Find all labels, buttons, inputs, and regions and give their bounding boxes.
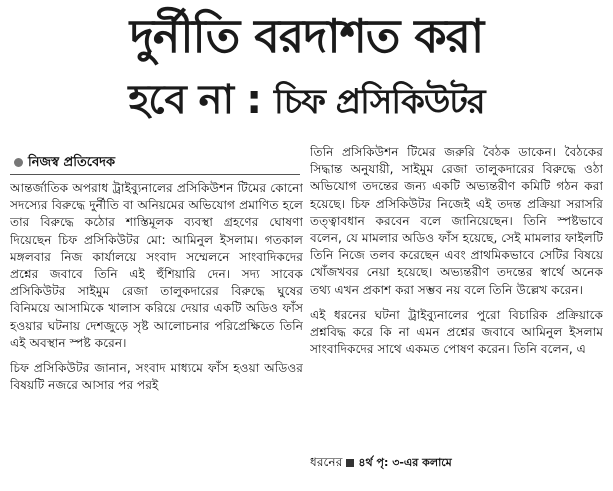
bullet-dot-icon <box>14 158 23 167</box>
continuation-line <box>310 454 603 471</box>
headline-line-2-sub: চিফ প্রসিকিউটর <box>274 82 485 122</box>
headline-line-2 <box>0 70 613 132</box>
headline-line-2-main: হবে না : <box>128 77 262 123</box>
article-column-2 <box>310 144 603 444</box>
headline-line-1: দুর্নীতি বরদাশত করা <box>129 9 484 63</box>
square-bullet-icon <box>346 459 354 467</box>
column-1-paragraph-1: আন্তর্জাতিক অপরাধ ট্রাইব্যুনালের প্রসিকিউশন টিমের কোনো সদস্যের বিরুদ্ধে দুর্নীতি বা অনিয়মের অভিযোগ প্রমাণিত হলে তার বিরুদ্ধে কঠোর শাস্তিমূলক ব্যবস্থা গ্রহণের ঘোষণা দিয়েছেন চিফ প্রসিকিউটর মো: আমিনুল ইসলাম। গতকাল মঙ্গলবার নিজ কার্যালয়ে সংবাদ সম্মেলনে সাংবাদিকদের প্রশ্নের জবাবে তিনি এই হুঁশিয়ারি দেন। সদ্য সাবেক প্রসিকিউটর সাইমুম রেজা তালুকদারের বিরুদ্ধে ঘুষের বিনিময়ে আসামিকে খালাস করিয়ে দেয়ার একটি অডিও ফাঁস হওয়ার ঘটনায় দেশজুড়ে সৃষ্ট আলোচনার পরিপ্রেক্ষিতে তিনি এই অবস্থান স্পষ্ট করেন। <box>10 181 303 350</box>
byline <box>14 154 294 172</box>
article-column-1 <box>10 180 303 485</box>
byline-text: নিজস্ব প্রতিবেদক <box>28 155 116 170</box>
column-2-paragraph-2: এই ধরনের ঘটনা ট্রাইব্যুনালের পুরো বিচারিক প্রক্রিয়াকে প্রশ্নবিদ্ধ করে কি না এমন প্রশ্নের জবাবে আমিনুল ইসলাম সাংবাদিকদের সাথে একমত পোষণ করেন। তিনি বলেন, এ <box>310 307 603 357</box>
column-1-paragraph-2: চিফ প্রসিকিউটর জানান, সংবাদ মাধ্যমে ফাঁস হওয়া অডিওর বিষয়টি নজরে আসার পর পরই <box>10 361 303 393</box>
byline-rule <box>10 174 300 175</box>
column-2-paragraph-1: তিনি প্রসিকিউশন টিমের জরুরি বৈঠক ডাকেন। বৈঠকের সিদ্ধান্ত অনুযায়ী, সাইমুম রেজা তালুকদারের বিরুদ্ধে ওঠা অভিযোগ তদন্তের জন্য একটি অভ্যন্তরীণ কমিটি গঠন করা হয়েছে। চিফ প্রসিকিউটর নিজেই এই তদন্ত প্রক্রিয়া সরাসরি তত্ত্বাবধান করবেন বলে জানিয়েছেন। তিনি স্পষ্টভাবে বলেন, যে মামলার অডিও ফাঁস হয়েছে, সেই মামলার ফাইলটি তিনি নিজে তলব করেছেন এবং প্রাথমিকভাবে সেটির বিষয়ে খোঁজখবর নেয়া হয়েছে। অভ্যন্তরীণ তদন্তের স্বার্থে অনেক তথ্য এখন প্রকাশ করা সম্ভব নয় বলে তিনি উল্লেখ করেন। <box>310 145 603 297</box>
continuation-ref: ৪র্থ পৃ: ৩-এর কলামে <box>358 456 452 469</box>
continuation-lead: ধরনের <box>310 455 343 469</box>
